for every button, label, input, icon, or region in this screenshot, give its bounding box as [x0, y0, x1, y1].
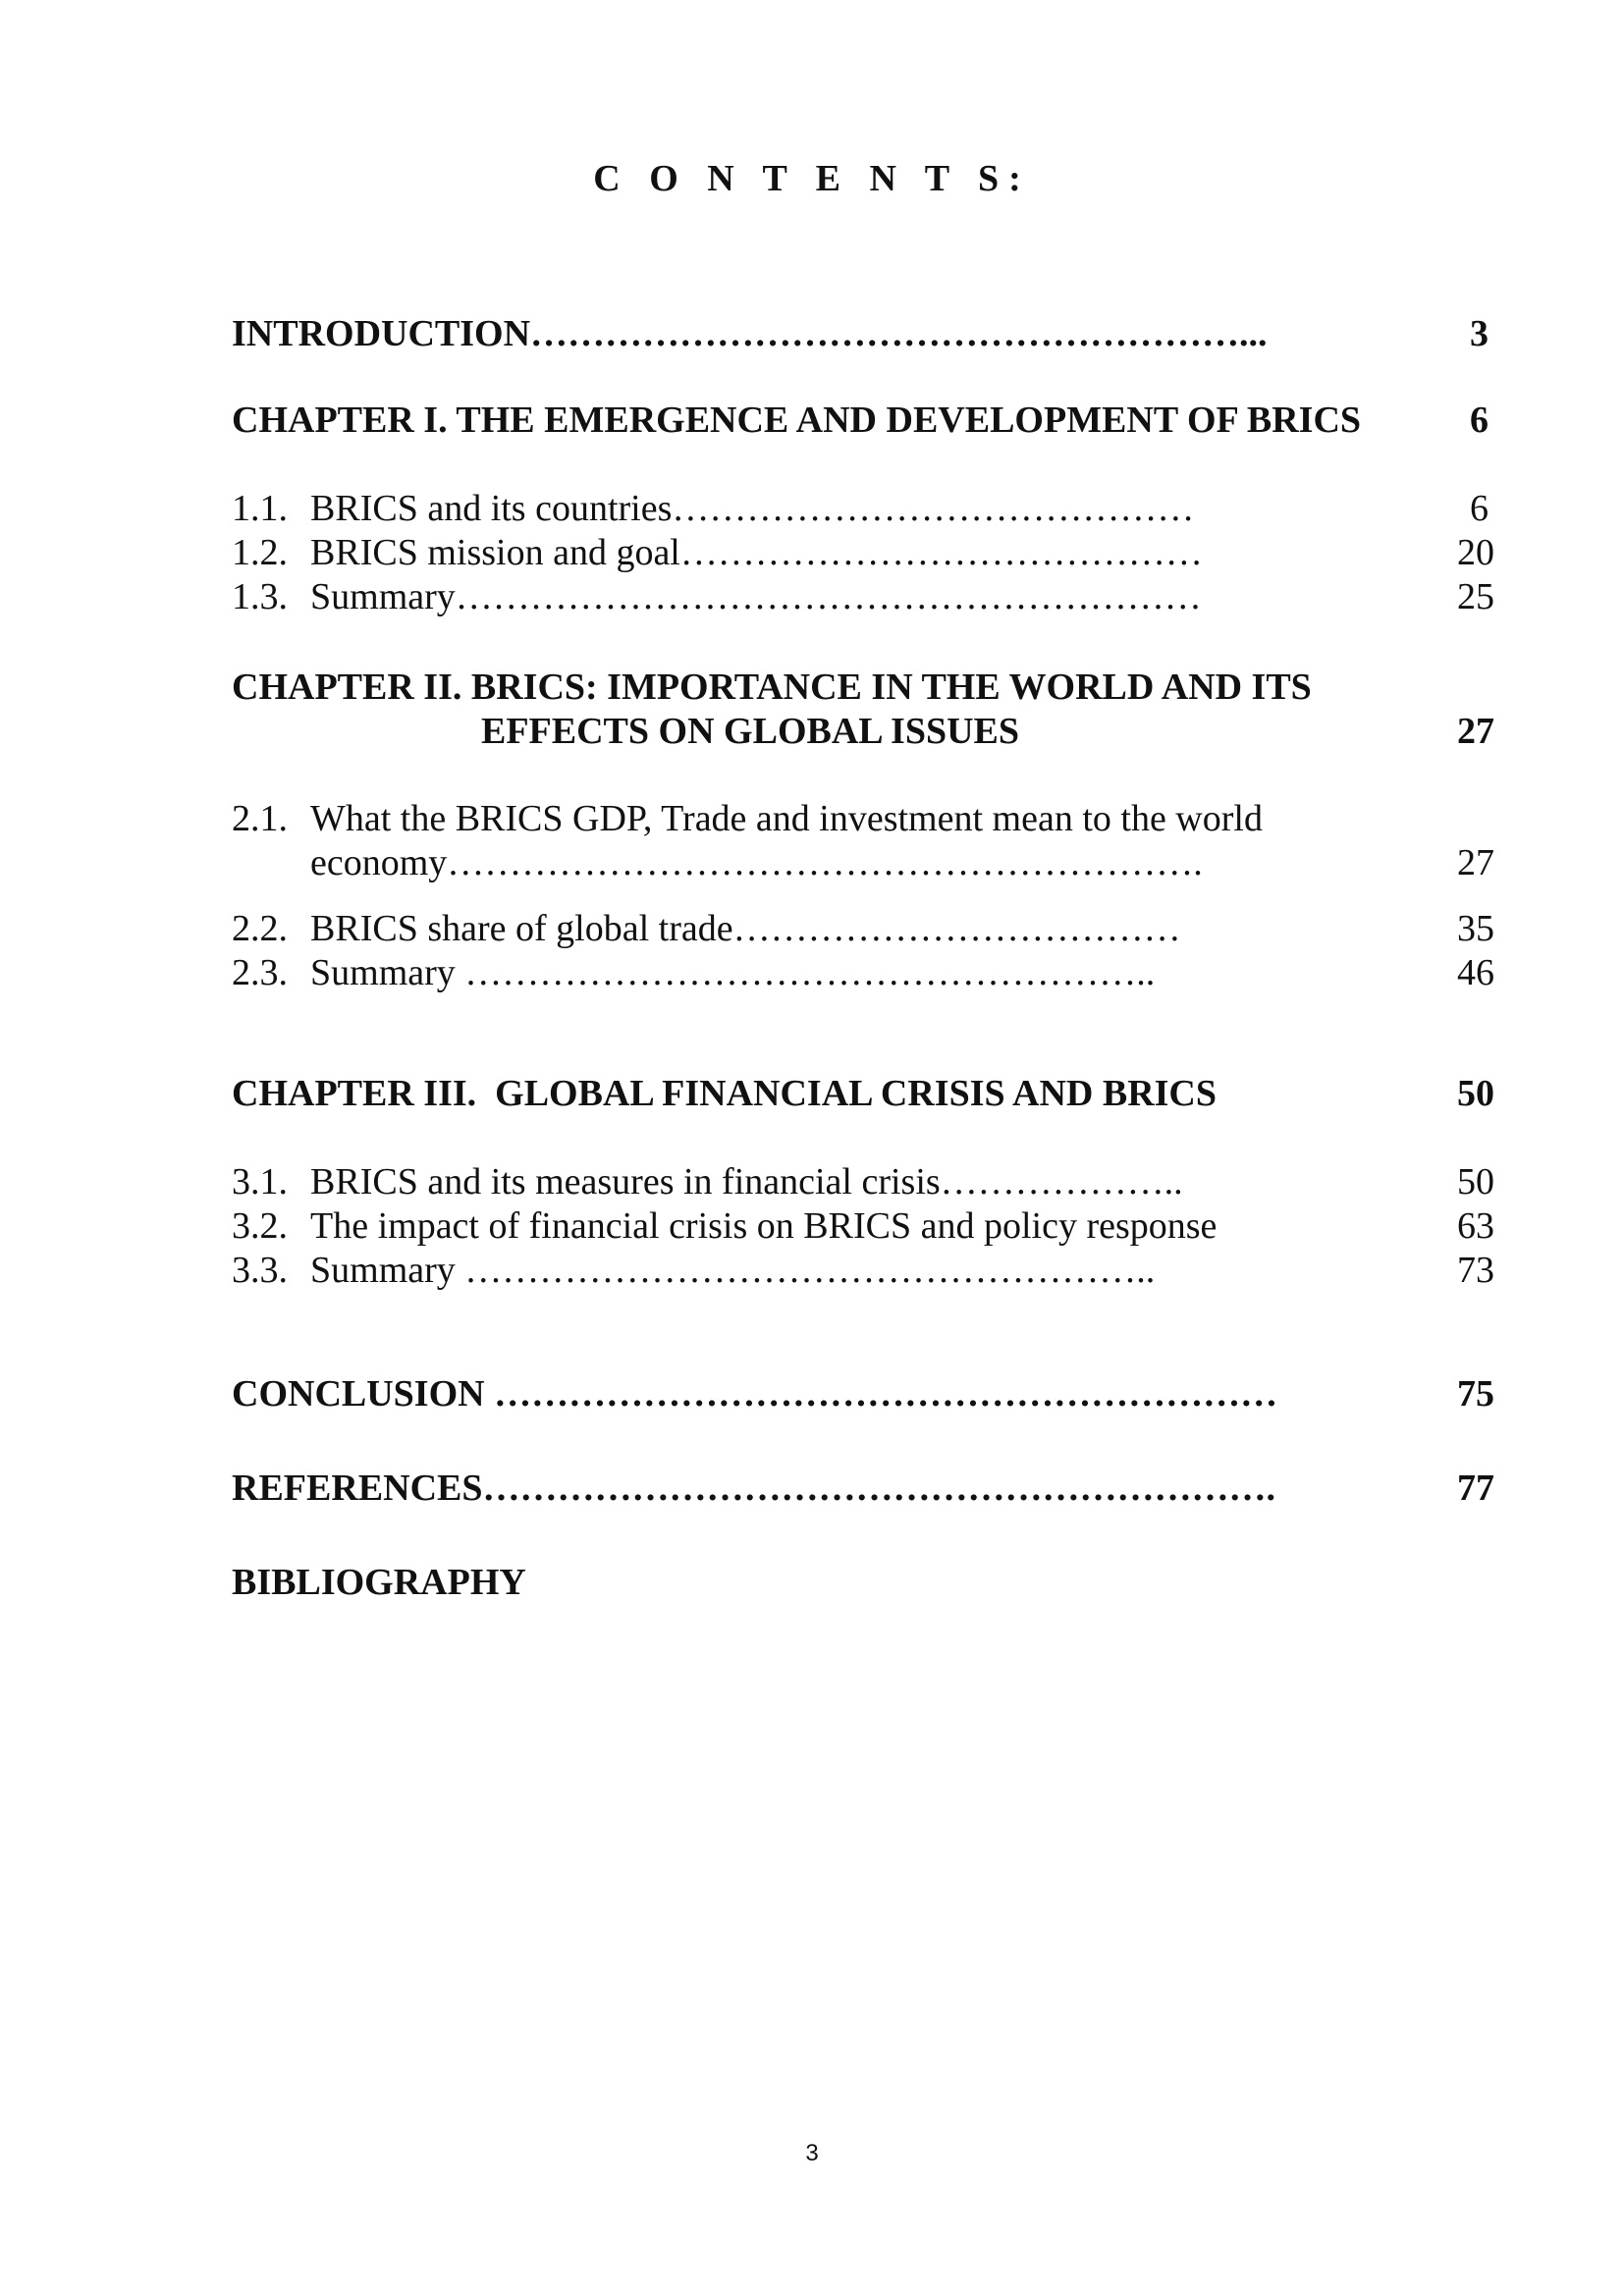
- toc-entry-conclusion: CONCLUSION ………………………………………………………: [232, 1373, 1278, 1415]
- toc-entry-2-2: [232, 907, 1181, 950]
- section-title: Summary ………………………………………………..: [310, 1250, 1156, 1291]
- section-number: 2.2.: [232, 908, 288, 949]
- toc-page-introduction: 3: [1470, 313, 1489, 354]
- section-number: 1.2.: [232, 532, 288, 573]
- page-number: 3: [805, 2140, 819, 2166]
- toc-entry-3-3: [232, 1249, 1155, 1292]
- toc-page-2-2: 35: [1457, 908, 1494, 949]
- toc-entry-bibliography: BIBLIOGRAPHY: [232, 1562, 526, 1603]
- section-number: 2.3.: [232, 952, 288, 993]
- section-number: 3.1.: [232, 1161, 288, 1202]
- section-title: BRICS and its countries……………………………………: [310, 488, 1195, 529]
- section-number: 1.3.: [232, 576, 288, 617]
- section-title: What the BRICS GDP, Trade and investment mean to the world: [310, 798, 1263, 839]
- toc-entry-chapter-3: CHAPTER III. GLOBAL FINANCIAL CRISIS AND BRICS: [232, 1073, 1218, 1114]
- toc-page-3-3: 73: [1457, 1250, 1494, 1291]
- toc-entry-1-2: [232, 531, 1203, 574]
- section-number: 3.3.: [232, 1250, 288, 1291]
- toc-entry-introduction: INTRODUCTION…………………………………………………...: [232, 313, 1268, 354]
- toc-entry-1-3: [232, 575, 1202, 618]
- toc-entry-3-1: [232, 1160, 1183, 1203]
- toc-entry-2-1-line-2: economy…………………………………………………….: [310, 842, 1203, 883]
- toc-page-chapter-1: 6: [1470, 400, 1489, 441]
- toc-entry-2-3: [232, 951, 1155, 994]
- toc-entry-1-1: [232, 487, 1194, 530]
- toc-page-1-1: 6: [1470, 488, 1489, 529]
- toc-page-3-1: 50: [1457, 1161, 1494, 1202]
- toc-page-2-3: 46: [1457, 952, 1494, 993]
- toc-page-chapter-2: 27: [1457, 711, 1494, 752]
- toc-page-2-1: 27: [1457, 842, 1494, 883]
- section-number: 1.1.: [232, 488, 288, 529]
- section-title: BRICS and its measures in financial crisis………………..: [310, 1161, 1183, 1202]
- toc-entry-2-1: [232, 797, 1263, 840]
- toc-page-1-3: 25: [1457, 576, 1494, 617]
- toc-entry-chapter-1: CHAPTER I. THE EMERGENCE AND DEVELOPMENT OF BRICS: [232, 400, 1362, 441]
- toc-page-1-2: 20: [1457, 532, 1494, 573]
- toc-page-chapter-3: 50: [1457, 1073, 1494, 1114]
- page-title: C O N T E N T S:: [593, 158, 1031, 199]
- section-number: 2.1.: [232, 798, 288, 839]
- toc-page-references: 77: [1457, 1468, 1494, 1509]
- toc-entry-references: REFERENCES……………………………………………………….: [232, 1468, 1275, 1509]
- toc-entry-3-2: [232, 1204, 1217, 1248]
- section-title: Summary ………………………………………………..: [310, 952, 1156, 993]
- section-number: 3.2.: [232, 1205, 288, 1247]
- section-title: Summary……………………………………………………: [310, 576, 1202, 617]
- section-title: BRICS share of global trade………………………………: [310, 908, 1181, 949]
- section-title: BRICS mission and goal……………………………………: [310, 532, 1203, 573]
- toc-page-3-2: 63: [1457, 1205, 1494, 1247]
- toc-entry-chapter-2-line-2: EFFECTS ON GLOBAL ISSUES: [481, 711, 1020, 752]
- toc-page-conclusion: 75: [1457, 1373, 1494, 1415]
- section-title: The impact of financial crisis on BRICS and policy response: [310, 1205, 1218, 1247]
- toc-entry-chapter-2-line-1: CHAPTER II. BRICS: IMPORTANCE IN THE WORLD AND ITS: [232, 667, 1312, 708]
